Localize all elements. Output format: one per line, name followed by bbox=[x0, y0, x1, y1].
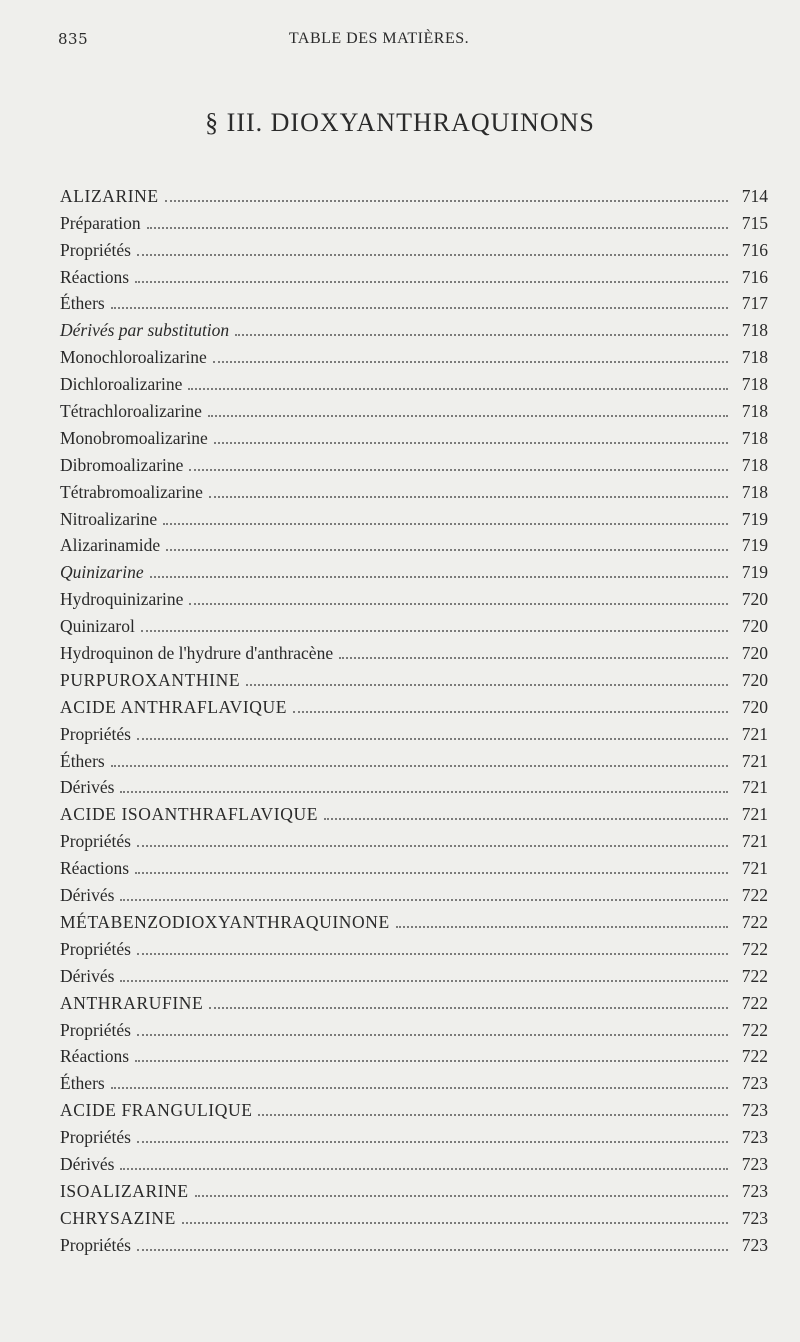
toc-entry-label: ACIDE FRANGULIQUE bbox=[60, 1100, 253, 1121]
toc-entry-label: Propriétés bbox=[60, 239, 131, 260]
dot-leader bbox=[163, 522, 728, 525]
dot-leader bbox=[195, 1194, 728, 1197]
toc-entry-page: 718 bbox=[741, 454, 768, 475]
section-title: § III. DIOXYANTHRAQUINONS bbox=[205, 108, 595, 137]
toc-entry bbox=[60, 637, 768, 664]
toc-entry-page: 719 bbox=[741, 562, 768, 583]
toc-entry-page: 722 bbox=[741, 1019, 768, 1040]
toc-entry-page: 722 bbox=[741, 992, 768, 1013]
toc-entry-label: Quinizarine bbox=[60, 562, 144, 583]
toc-entry bbox=[60, 1041, 768, 1068]
dot-leader bbox=[189, 468, 728, 471]
toc-entry-page: 722 bbox=[741, 1046, 768, 1067]
toc-entry bbox=[60, 1067, 768, 1094]
toc-entry-page: 723 bbox=[741, 1127, 768, 1148]
toc-entry bbox=[60, 1148, 768, 1175]
toc-entry-page: 715 bbox=[741, 212, 768, 233]
toc-entry-label: ALIZARINE bbox=[60, 185, 159, 206]
toc-entry-page: 716 bbox=[741, 266, 768, 287]
toc-entry-label: Dérivés bbox=[60, 1153, 115, 1174]
toc-entry-page: 723 bbox=[741, 1153, 768, 1174]
toc-entry bbox=[60, 556, 768, 583]
toc-entry-label: Dibromoalizarine bbox=[60, 454, 184, 475]
dot-leader bbox=[120, 979, 728, 982]
toc-entry-page: 722 bbox=[741, 885, 768, 906]
dot-leader bbox=[111, 764, 728, 767]
dot-leader bbox=[324, 817, 728, 820]
toc-entry-page: 723 bbox=[741, 1234, 768, 1255]
toc-entry bbox=[60, 772, 768, 799]
toc-entry-page: 720 bbox=[741, 669, 768, 690]
dot-leader bbox=[339, 656, 728, 659]
toc-entry bbox=[60, 825, 768, 852]
dot-leader bbox=[137, 844, 728, 847]
toc-entry-page: 723 bbox=[741, 1100, 768, 1121]
toc-entry-label: Propriétés bbox=[60, 938, 131, 959]
toc-entry bbox=[60, 1229, 768, 1256]
toc-entry-page: 722 bbox=[741, 965, 768, 986]
toc-entry-label: Dérivés bbox=[60, 885, 115, 906]
dot-leader bbox=[135, 280, 728, 283]
toc-entry-label: Réactions bbox=[60, 266, 130, 287]
toc-entry-label: PURPUROXANTHINE bbox=[60, 669, 241, 690]
dot-leader bbox=[111, 1086, 728, 1089]
toc-entry-page: 722 bbox=[741, 938, 768, 959]
toc-entry bbox=[60, 368, 768, 395]
toc-entry bbox=[60, 933, 768, 960]
toc-entry-label: Hydroquinon de l'hydrure d'anthracène bbox=[60, 643, 334, 664]
toc-entry-label: Nitroalizarine bbox=[60, 508, 158, 529]
toc-entry-page: 723 bbox=[741, 1180, 768, 1201]
page-number: 835 bbox=[58, 30, 89, 48]
toc-entry bbox=[60, 610, 768, 637]
toc-entry-label: Éthers bbox=[60, 1073, 105, 1094]
dot-leader bbox=[209, 1006, 728, 1009]
toc-entry-page: 722 bbox=[741, 911, 768, 932]
dot-leader bbox=[189, 602, 728, 605]
dot-leader bbox=[111, 306, 728, 309]
toc-entry-page: 718 bbox=[741, 427, 768, 448]
toc-entry bbox=[60, 341, 768, 368]
dot-leader bbox=[213, 360, 728, 363]
toc-entry-label: Quinizarol bbox=[60, 616, 135, 637]
toc-entry-page: 721 bbox=[741, 777, 768, 798]
toc-entry-label: ACIDE ANTHRAFLAVIQUE bbox=[60, 696, 288, 717]
toc-entry bbox=[60, 1121, 768, 1148]
toc-entry-label: Monochloroalizarine bbox=[60, 347, 207, 368]
toc-entry-page: 721 bbox=[741, 804, 768, 825]
toc-entry-label: Réactions bbox=[60, 1046, 130, 1067]
dot-leader bbox=[120, 898, 728, 901]
toc-entry-label: Propriétés bbox=[60, 1234, 131, 1255]
dot-leader bbox=[235, 333, 728, 336]
toc-entry bbox=[60, 906, 768, 933]
toc-entry-label: Propriétés bbox=[60, 831, 131, 852]
toc-entry-page: 719 bbox=[741, 508, 768, 529]
toc-entry bbox=[60, 207, 768, 234]
toc-entry-label: Monobromoalizarine bbox=[60, 427, 208, 448]
toc-entry-label: CHRYSAZINE bbox=[60, 1207, 176, 1228]
toc-entry bbox=[60, 503, 768, 530]
toc-entry bbox=[60, 1175, 768, 1202]
toc-entry-page: 718 bbox=[741, 347, 768, 368]
toc-entry-page: 720 bbox=[741, 696, 768, 717]
toc-entry-page: 717 bbox=[741, 293, 768, 314]
toc-entry bbox=[60, 987, 768, 1014]
toc-entry-label: Dérivés bbox=[60, 965, 115, 986]
dot-leader bbox=[137, 952, 728, 955]
toc-entry-label: ACIDE ISOANTHRAFLAVIQUE bbox=[60, 804, 318, 825]
toc-entry-page: 721 bbox=[741, 858, 768, 879]
toc-entry-label: Propriétés bbox=[60, 1019, 131, 1040]
dot-leader bbox=[150, 575, 728, 578]
toc-entry-label: Éthers bbox=[60, 293, 105, 314]
toc-entry bbox=[60, 314, 768, 341]
dot-leader bbox=[147, 226, 728, 229]
toc-entry-page: 718 bbox=[741, 374, 768, 395]
toc-entry bbox=[60, 288, 768, 315]
toc-entry-label: Dérivés par substitution bbox=[60, 320, 230, 341]
running-header bbox=[58, 30, 760, 52]
toc-entry-page: 718 bbox=[741, 481, 768, 502]
toc-entry-page: 723 bbox=[741, 1073, 768, 1094]
toc-entry bbox=[60, 960, 768, 987]
toc-entry-label: ANTHRARUFINE bbox=[60, 992, 204, 1013]
toc-entry-label: Propriétés bbox=[60, 723, 131, 744]
dot-leader bbox=[396, 925, 728, 928]
toc-entry-label: Dérivés bbox=[60, 777, 115, 798]
dot-leader bbox=[137, 1033, 728, 1036]
toc-entry-page: 719 bbox=[741, 535, 768, 556]
dot-leader bbox=[209, 495, 728, 498]
dot-leader bbox=[293, 710, 728, 713]
toc-entry bbox=[60, 180, 768, 207]
dot-leader bbox=[182, 1221, 728, 1224]
toc-entry-label: Propriétés bbox=[60, 1127, 131, 1148]
dot-leader bbox=[246, 683, 728, 686]
toc-entry-page: 721 bbox=[741, 831, 768, 852]
toc-entry-page: 714 bbox=[741, 185, 768, 206]
toc-entry bbox=[60, 583, 768, 610]
toc-entry-page: 720 bbox=[741, 616, 768, 637]
running-title: TABLE DES MATIÈRES. bbox=[288, 30, 470, 47]
toc-entry bbox=[60, 852, 768, 879]
toc-entry-page: 721 bbox=[741, 750, 768, 771]
toc-entry bbox=[60, 745, 768, 772]
toc-entry-page: 716 bbox=[741, 239, 768, 260]
toc-entry-label: MÉTABENZODIOXYANTHRAQUINONE bbox=[60, 911, 390, 932]
toc-entry bbox=[60, 422, 768, 449]
table-of-contents bbox=[60, 180, 768, 1256]
dot-leader bbox=[165, 199, 728, 202]
dot-leader bbox=[166, 548, 728, 551]
dot-leader bbox=[258, 1113, 728, 1116]
dot-leader bbox=[135, 1059, 728, 1062]
toc-entry bbox=[60, 664, 768, 691]
dot-leader bbox=[141, 629, 728, 632]
dot-leader bbox=[188, 387, 728, 390]
dot-leader bbox=[135, 871, 728, 874]
dot-leader bbox=[137, 1248, 728, 1251]
toc-entry-page: 720 bbox=[741, 643, 768, 664]
dot-leader bbox=[137, 737, 728, 740]
toc-entry bbox=[60, 261, 768, 288]
toc-entry bbox=[60, 1202, 768, 1229]
toc-entry-page: 718 bbox=[741, 401, 768, 422]
toc-entry-label: Éthers bbox=[60, 750, 105, 771]
toc-entry-label: ISOALIZARINE bbox=[60, 1180, 189, 1201]
toc-entry-label: Hydroquinizarine bbox=[60, 589, 184, 610]
toc-entry-label: Dichloroalizarine bbox=[60, 374, 183, 395]
toc-entry bbox=[60, 718, 768, 745]
toc-entry-page: 720 bbox=[741, 589, 768, 610]
toc-entry bbox=[60, 879, 768, 906]
dot-leader bbox=[120, 790, 728, 793]
toc-entry-label: Tétrabromoalizarine bbox=[60, 481, 203, 502]
toc-entry-label: Réactions bbox=[60, 858, 130, 879]
toc-entry-page: 721 bbox=[741, 723, 768, 744]
toc-entry-page: 723 bbox=[741, 1207, 768, 1228]
toc-entry bbox=[60, 395, 768, 422]
toc-entry-page: 718 bbox=[741, 320, 768, 341]
dot-leader bbox=[137, 253, 728, 256]
toc-entry bbox=[60, 691, 768, 718]
toc-entry bbox=[60, 530, 768, 557]
toc-entry bbox=[60, 234, 768, 261]
dot-leader bbox=[214, 441, 728, 444]
dot-leader bbox=[137, 1140, 728, 1143]
toc-entry bbox=[60, 476, 768, 503]
toc-entry bbox=[60, 1014, 768, 1041]
toc-entry-label: Préparation bbox=[60, 212, 141, 233]
toc-entry bbox=[60, 798, 768, 825]
toc-entry-label: Tétrachloroalizarine bbox=[60, 401, 202, 422]
dot-leader bbox=[120, 1167, 728, 1170]
toc-entry-label: Alizarinamide bbox=[60, 535, 161, 556]
toc-entry bbox=[60, 1094, 768, 1121]
toc-entry bbox=[60, 449, 768, 476]
dot-leader bbox=[208, 414, 728, 417]
